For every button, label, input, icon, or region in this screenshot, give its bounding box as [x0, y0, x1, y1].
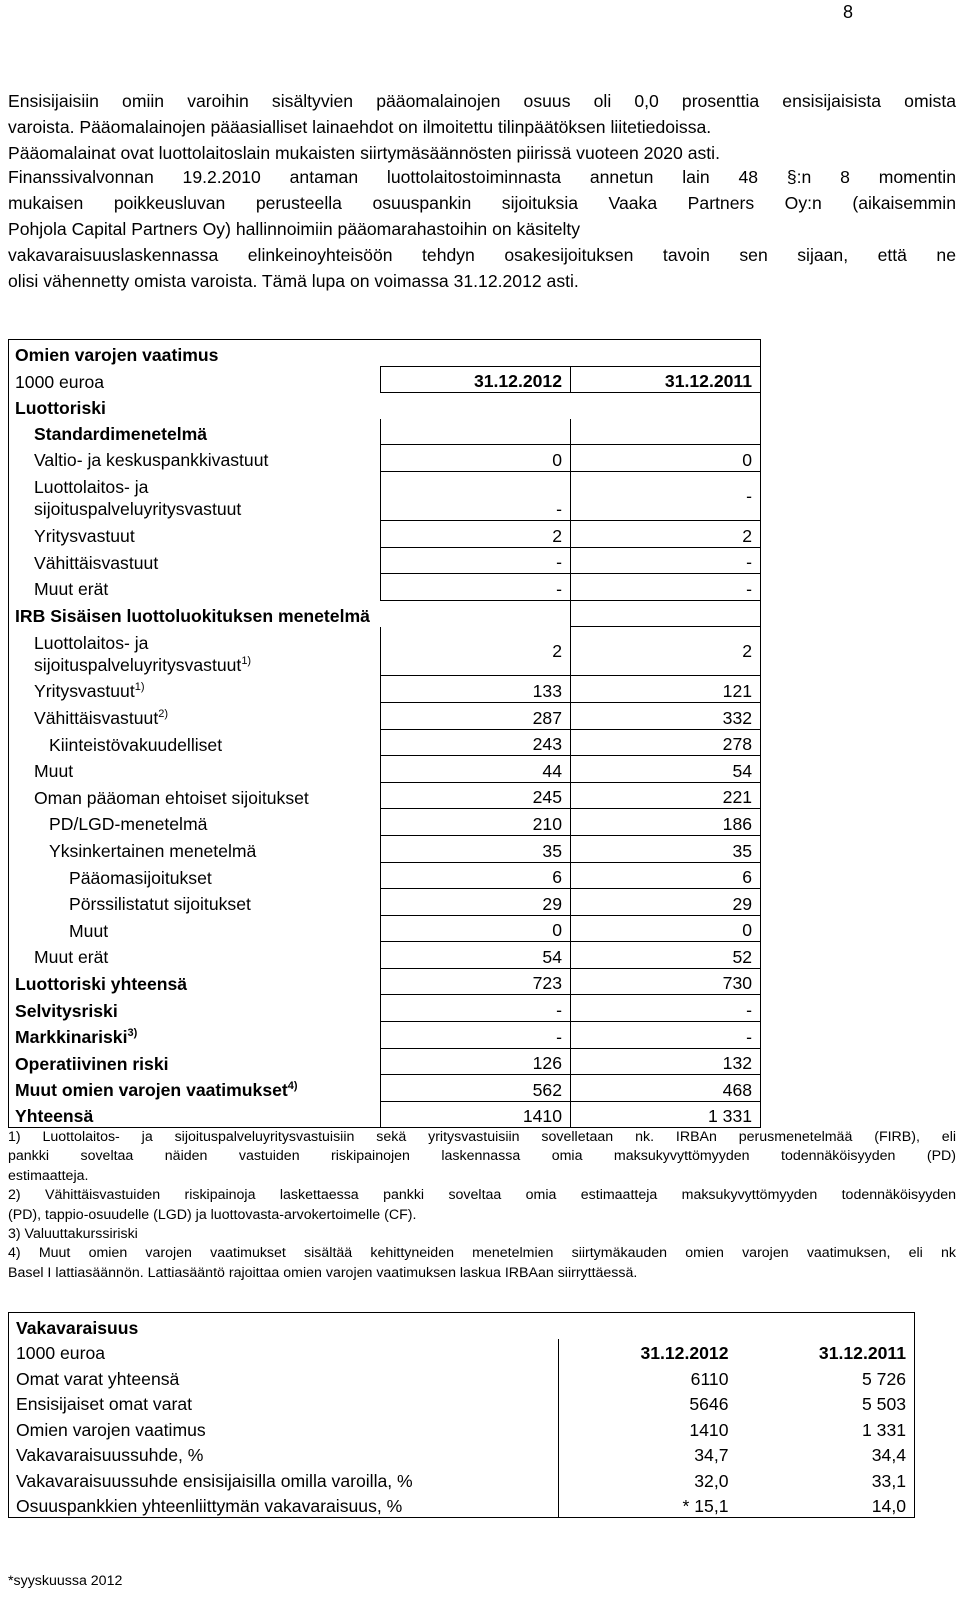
page-number: 8 — [842, 2, 853, 22]
row-label: Vakavaraisuussuhde, % — [9, 1441, 559, 1467]
cell-value: 14,0 — [737, 1492, 915, 1518]
row-label: Yhteensä — [9, 1101, 381, 1128]
row-label: Muut — [9, 915, 381, 942]
cell-value: 44 — [381, 756, 571, 783]
cell-value: 29 — [381, 889, 571, 916]
table-notes — [8, 1128, 956, 1283]
row-label: Vähittäisvastuut$^{2)}$ — [9, 702, 381, 729]
cell-value: 6110 — [559, 1364, 737, 1390]
row-label: Yksinkertainen menetelmä — [9, 835, 381, 862]
row-label: Luottoriski yhteensä — [9, 968, 381, 995]
paragraph-subordinated-loans — [8, 88, 956, 166]
cell-value: - — [571, 1022, 761, 1049]
note-line: pankki soveltaa näiden vastuiden riskipainojen laskennassa omia maksukyvyttömyyden todennäköisyyden (PD) — [8, 1148, 956, 1165]
row-label: Pääomasijoitukset — [9, 862, 381, 889]
cell-value: 35 — [571, 835, 761, 862]
cell-value: 723 — [381, 968, 571, 995]
row-label: Yritysvastuut$^{1)}$ — [9, 676, 381, 703]
row-label: Vakavaraisuussuhde ensisijaisilla omilla varoilla, % — [9, 1466, 559, 1492]
column-header: 31.12.2011 — [737, 1339, 915, 1365]
row-label: Oman pääoman ehtoiset sijoitukset — [9, 782, 381, 809]
cell-value: 5 503 — [737, 1390, 915, 1416]
cell-value: - — [381, 574, 571, 601]
cell-value: 52 — [571, 942, 761, 969]
row-label: Luottolaitos- ja sijoituspalveluyritysvastuut$^{1)}$ — [9, 627, 381, 676]
section-header: Luottoriski — [9, 393, 761, 419]
text-line: vakavaraisuuslaskennassa elinkeinoyhteisöön tehdyn osakesijoituksen tavoin sen sijaan, että ne — [8, 245, 956, 265]
cell-value: 0 — [571, 915, 761, 942]
row-label: Muut — [9, 756, 381, 783]
cell-value: 33,1 — [737, 1466, 915, 1492]
cell-value: 121 — [571, 676, 761, 703]
unit-label: 1000 euroa — [9, 1339, 559, 1365]
cell-value: 6 — [381, 862, 571, 889]
cell-value: - — [571, 547, 761, 574]
cell-value: 730 — [571, 968, 761, 995]
cell-value: 1410 — [381, 1101, 571, 1128]
table-title: Omien varojen vaatimus — [9, 340, 761, 367]
note-line: 2) Vähittäisvastuiden riskipainoja laskettaessa pankki soveltaa omia estimaatteja maksukyvyttömyyden todennäköisyyden — [8, 1187, 956, 1204]
subsection-header: IRB Sisäisen luottoluokituksen menetelmä — [9, 600, 571, 627]
row-label: Kiinteistövakuudelliset — [9, 729, 381, 756]
text-line: Finanssivalvonnan 19.2.2010 antaman luottolaitostoiminnasta annetun lain 48 §:n 8 momentin — [8, 167, 956, 187]
cell-value: 54 — [381, 942, 571, 969]
cell-value: - — [571, 574, 761, 601]
note-line: 3) Valuuttakurssiriski — [8, 1226, 138, 1243]
cell-value: 468 — [571, 1075, 761, 1102]
row-label: Luottolaitos- ja sijoituspalveluyritysvastuut — [9, 471, 381, 520]
cell-value: 1410 — [559, 1415, 737, 1441]
text-line: olisi vähennetty omista varoista. Tämä lupa on voimassa 31.12.2012 asti. — [8, 271, 579, 291]
text-line: Pääomalainat ovat luottolaitoslain mukaisten siirtymäsäännösten piirissä vuoteen 2020 asti. — [8, 143, 720, 163]
cell-value: 2 — [381, 627, 571, 676]
cell-value: 332 — [571, 702, 761, 729]
note-line: Basel I lattiasäännön. Lattiasääntö rajoittaa omien varojen vaatimuksen laskua IRBAan siirryttäessä. — [8, 1264, 638, 1281]
row-label: Muut erät — [9, 574, 381, 601]
cell-value: 133 — [381, 676, 571, 703]
cell-value: 0 — [571, 445, 761, 472]
cell-value: 245 — [381, 782, 571, 809]
cell-value: - — [381, 995, 571, 1022]
cell-value: 35 — [381, 835, 571, 862]
row-label: Muut erät — [9, 942, 381, 969]
cell-value: 5646 — [559, 1390, 737, 1416]
note-line: 4) Muut omien varojen vaatimukset sisältää kehittyneiden menetelmien siirtymäkauden omien varojen vaatimuksen, eli nk — [8, 1245, 956, 1262]
subsection-header: Standardimenetelmä — [9, 419, 381, 445]
row-label: Osuuspankkien yhteenliittymän vakavaraisuus, % — [9, 1492, 559, 1518]
cell-value: 1 331 — [737, 1415, 915, 1441]
footnote: *syyskuussa 2012 — [8, 1573, 123, 1589]
cell-value: 1 331 — [571, 1101, 761, 1128]
capital-requirements-table — [8, 339, 761, 1128]
cell-value: 34,4 — [737, 1441, 915, 1467]
cell-value: 126 — [381, 1048, 571, 1075]
cell-value: 243 — [381, 729, 571, 756]
cell-value: 5 726 — [737, 1364, 915, 1390]
text-line: mukaisen poikkeusluvan perusteella osuuspankin sijoituksia Vaaka Partners Oy:n (aikaisemmin — [8, 193, 956, 213]
cell-value: 34,7 — [559, 1441, 737, 1467]
text-line: varoista. Pääomalainojen pääasialliset lainaehdot on ilmoitettu tilinpäätöksen liitetiedoissa. — [8, 117, 712, 137]
row-label: Omien varojen vaatimus — [9, 1415, 559, 1441]
cell-value: 2 — [571, 627, 761, 676]
cell-value: 221 — [571, 782, 761, 809]
row-label: Muut omien varojen vaatimukset$^{4)}$ — [9, 1075, 381, 1102]
cell-value: 210 — [381, 809, 571, 836]
cell-value: 2 — [571, 520, 761, 547]
note-line: estimaatteja. — [8, 1167, 89, 1184]
cell-value: - — [381, 547, 571, 574]
cell-value: - — [381, 1022, 571, 1049]
cell-value: - — [381, 471, 571, 520]
row-label: Ensisijaiset omat varat — [9, 1390, 559, 1416]
cell-value: 54 — [571, 756, 761, 783]
cell-value: 0 — [381, 915, 571, 942]
cell-value: * 15,1 — [559, 1492, 737, 1518]
row-label: Selvitysriski — [9, 995, 381, 1022]
cell-value: 186 — [571, 809, 761, 836]
solvency-table — [8, 1312, 915, 1518]
cell-value: 32,0 — [559, 1466, 737, 1492]
cell-value: - — [571, 471, 761, 520]
text-line: Ensisijaisiin omiin varoihin sisältyvien pääomalainojen osuus oli 0,0 prosenttia ensisijaisista omista — [8, 91, 956, 111]
table-title: Vakavaraisuus — [9, 1313, 915, 1339]
cell-value: 6 — [571, 862, 761, 889]
cell-value: 132 — [571, 1048, 761, 1075]
cell-value: 29 — [571, 889, 761, 916]
row-label: PD/LGD-menetelmä — [9, 809, 381, 836]
column-header: 31.12.2011 — [571, 366, 761, 393]
note-line: (PD), tappio-osuudelle (LGD) ja luottovasta-arvokertoimelle (CF). — [8, 1206, 417, 1223]
cell-value: 2 — [381, 520, 571, 547]
row-label: Operatiivinen riski — [9, 1048, 381, 1075]
text-line: Pohjola Capital Partners Oy) hallinnoimiin pääomarahastoihin on käsitelty — [8, 219, 581, 239]
paragraph-exemption — [8, 164, 956, 294]
column-header: 31.12.2012 — [559, 1339, 737, 1365]
cell-value: 278 — [571, 729, 761, 756]
cell-value: - — [571, 995, 761, 1022]
row-label: Pörssilistatut sijoitukset — [9, 889, 381, 916]
cell-value: 287 — [381, 702, 571, 729]
row-label: Vähittäisvastuut — [9, 547, 381, 574]
note-line: 1) Luottolaitos- ja sijoituspalveluyritysvastuisiin sekä yritysvastuisiin sovelletaan nk. IRBAn perusmenetelmää (FIRB), eli — [8, 1129, 956, 1145]
unit-label: 1000 euroa — [9, 366, 381, 393]
row-label: Markkinariski$^{3)}$ — [9, 1022, 381, 1049]
cell-value: 562 — [381, 1075, 571, 1102]
row-label: Valtio- ja keskuspankkivastuut — [9, 445, 381, 472]
cell-value: 0 — [381, 445, 571, 472]
row-label: Omat varat yhteensä — [9, 1364, 559, 1390]
column-header: 31.12.2012 — [381, 366, 571, 393]
row-label: Yritysvastuut — [9, 520, 381, 547]
